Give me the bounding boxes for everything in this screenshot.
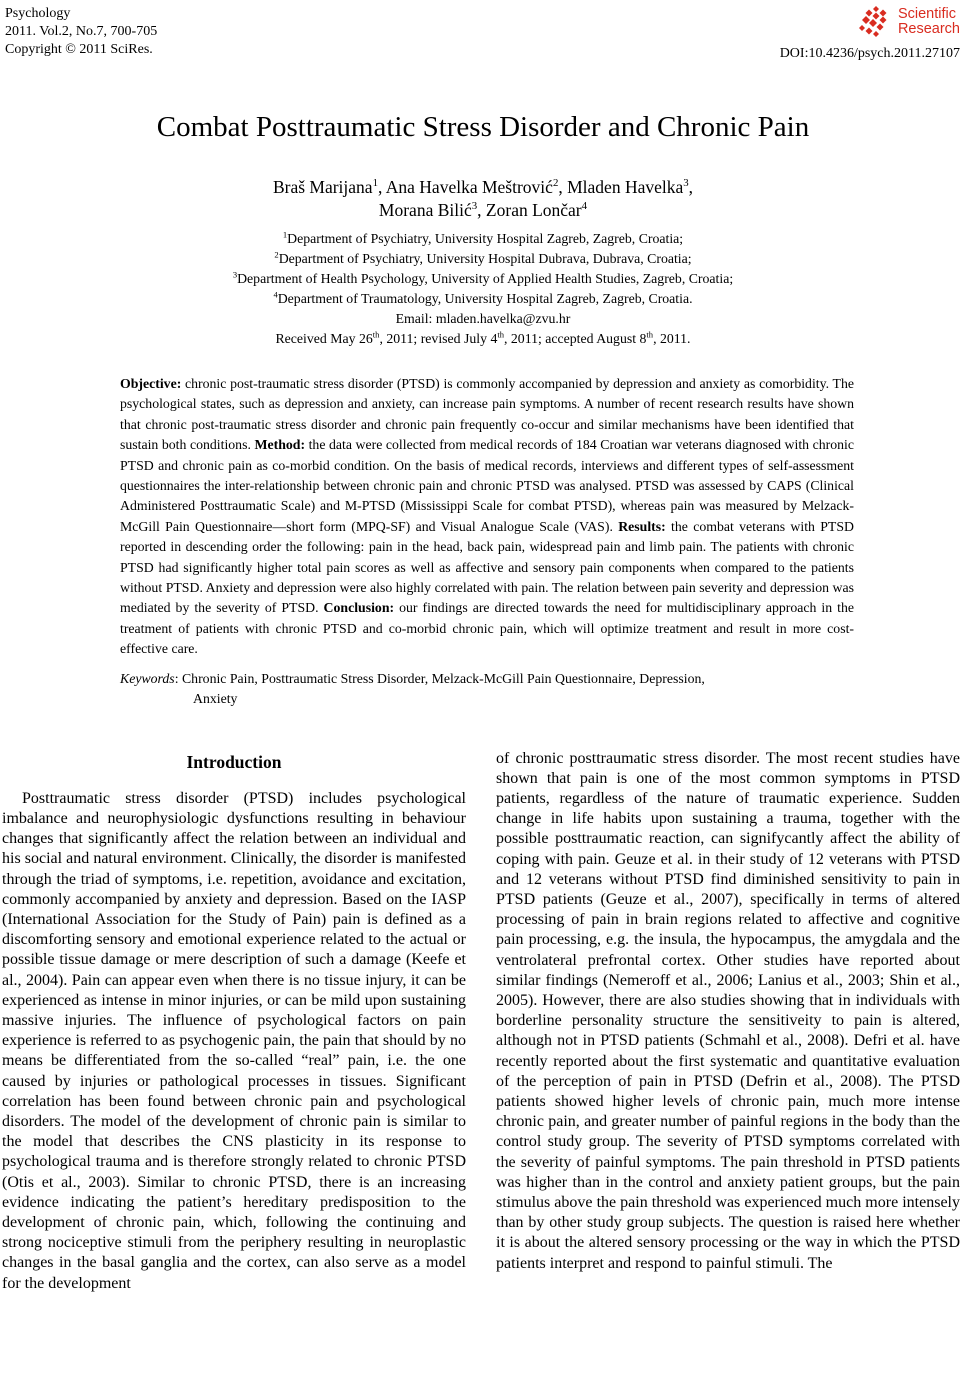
publisher-block [780,5,960,62]
author-list [0,176,966,222]
doi-text: DOI:10.4236/psych.2011.27107 [779,46,960,61]
introduction-paragraph-left: Posttraumatic stress disorder (PTSD) includes psychological imbalance and neurophysiologic dysfunctions resulting in behaviour changes that significantly affect the relation between an individual and his social and natural environment. Clinically, the disorder is manifested through the triad of symptoms, i.e. repetition, avoidance and excitation, commonly accompanied by anxiety and depression. Based on the IASP (International Association for the Study of Pain) pain is defined as a discomforting sensory and emotional experience related to the actual or possible tissue damage or mere description of such a damage (Keefe et al., 2004). Pain can appear even when there is no tissue injury, it can be experienced as intense in minor injuries, or can be mild upon sustaining massive injuries. The influence of psychological factors on pain experience is referred to as psychogenic pain, the pain that should by no means be differentiated from the so-called “real” pain, i.e. the one caused by injuries or pathological processes in tissues. Significant correlation has been found between chronic pain and psychological disorders. The model of the development of chronic pain is similar to the model that describes the CNS plasticity in its response to psychological trauma and is therefore strongly related to chronic PTSD (Otis et al., 2003). Similar to chronic PTSD, there is an increasing evidence indicating the patient’s hereditary predisposition to the development of chronic pain, which, following the continuing and strong nociceptive stimuli from the periphery resulting in neuroplastic changes in the basal ganglia and the cortex, can also serve as a model for the development [2,789,466,1292]
affiliations-block [0,229,966,349]
page-header [0,0,966,62]
paper-title: Combat Posttraumatic Stress Disorder and Chronic Pain [156,111,810,143]
right-column [496,749,960,1294]
email-line: Email: mladen.havelka@zvu.hr [395,311,571,326]
publisher-name-line1: Scientific [897,6,956,22]
keywords-line-1: Keywords: Chronic Pain, Posttraumatic Stress Disorder, Melzack-McGill Pain Questionnaire, Depression, [120,670,705,686]
publisher-logo [857,5,960,39]
keywords-line-2: Anxiety [193,691,238,707]
journal-name: Psychology [5,6,71,21]
received-line: Received May 26th, 2011; revised July 4th, 2011; accepted August 8th, 2011. [275,329,691,346]
journal-info [5,5,157,62]
body-columns [0,749,966,1294]
author-line-1: Braš Marijana$^1$, Ana Havelka Meštrović$^2$, Mladen Havelka$^3$, [272,177,694,197]
publisher-name [898,7,960,37]
affiliation-line-2: $^2$Department of Psychiatry, University Hospital Dubrava, Dubrava, Croatia; [274,249,692,266]
scientific-research-logo-icon [857,5,893,39]
section-heading-introduction: Introduction [186,751,282,772]
author-line-2: Morana Bilić$^3$, Zoran Lončar$^4$ [378,200,588,220]
publisher-name-line2: Research [897,21,960,37]
left-column [2,749,466,1294]
introduction-paragraph-right: of chronic posttraumatic stress disorder. The most recent studies have shown that pain is one of the most common symptoms in PTSD patients, regardless of the nature of traumatic experience. Sudden change in life habits upon sustaining a trauma, together with the possible posttraumatic reaction, can signifycantly affect the ability of coping with pain. Geuze et al. in their study of 12 veterans with PTSD and 12 veterans without PTSD find diminished sensitivity to pain in PTSD patients (Geuze et al., 2007), specifically in terms of altered processing of pain in brain regions related to affective and cognitive pain processing, e.g. the insula, the hypocampus, the amygdala and the ventrolateral prefrontal cortex. Other studies have reported about similar findings (Nemeroff et al., 2006; Lanius et al., 2003; Shin et al., 2005). However, there are also studies showing that in individuals with borderline personality structure the sensitiveity to pain is altered, although not in PTSD patients (Schmahl et al., 2008). Defri et al. have recently reported about the first systematic and quantitative evaluation of the perception of pain in PTSD (Defrin et al., 2008). The PTSD patients showed higher levels of chronic pain, much more intense chronic pain, and greater number of painful regions in the body than the control study group. The severity of PTSD symptoms correlated with the severity of painful symptoms. The pain threshold in PTSD patients was higher than in the control and anxiety patient groups, but the pain stimulus above the pain threshold was experienced much more intensely than by other study group subjects. The question is raised here whether it is about the altered sensory processing or the way in which the PTSD patients interpret and respond to painful stimuli. The [496,749,960,1272]
affiliation-line-3: $^3$Department of Health Psychology, University of Applied Health Studies, Zagreb, Croatia; [232,269,734,286]
copyright-notice: Copyright © 2011 SciRes. [5,42,153,57]
journal-issue: 2011. Vol.2, No.7, 700-705 [5,24,158,39]
affiliation-line-4: $^4$Department of Traumatology, University Hospital Zagreb, Zagreb, Croatia. [273,289,693,306]
keywords-block [120,669,854,710]
abstract-paragraph: Objective: chronic post-traumatic stress disorder (PTSD) is commonly accompanied by depression and anxiety as comorbidity. The psychological states, such as depression and anxiety, can increase pain symptoms. A number of recent research results have shown that chronic post-traumatic stress disorder and chronic pain frequently co-occur and similar mechanisms have been identified that sustain both conditions. Method: the data were collected from medical records of 184 Croatian war veterans diagnosed with chronic PTSD and chronic pain as co-morbid condition. On the basis of medical records, interviews and different types of self-assessment questionnaires the inter-relationship between chronic pain and chronic PTSD was analysed. PTSD was assessed by CAPS (Clinical Administered Posttraumatic Scale) and M-PTSD (Mississippi Scale for combat PTSD), whereas pain was measured by Melzack-McGill Pain Questionnaire—short form (MPQ-SF) and Visual Analogue Scale (VAS). Results: the combat veterans with PTSD reported in descending order the following: pain in the head, back pain, widespread pain and limb pain. The patients with chronic PTSD had significantly higher total pain scores as well as affective and sensory pain components when compared to the patients without PTSD. Anxiety and depression were also highly correlated with pain. The relation between pain severity and depression was mediated by the severity of PTSD. Conclusion: our findings are directed towards the need for multidisciplinary approach in the treatment of patients with chronic PTSD and co-morbid chronic pain, which will optimize treatment and result in more cost-effective care. [120,376,854,657]
affiliation-line-1: $^1$Department of Psychiatry, University Hospital Zagreb, Zagreb, Croatia; [282,229,684,246]
